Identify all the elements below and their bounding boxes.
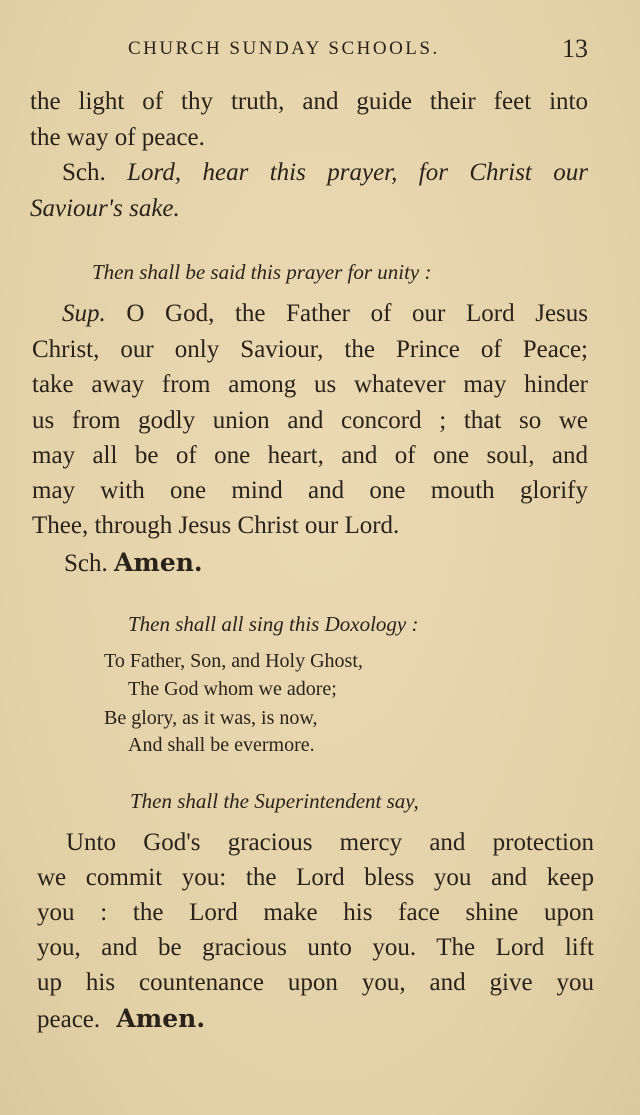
rubric-superintendent: Then shall the Superintendent say, (130, 789, 419, 813)
response-text: Lord, hear this prayer, for Christ our (127, 159, 588, 186)
amen-blackletter: Amen. (116, 1004, 206, 1033)
prayer-line: may with one mind and one mouth glorify (32, 477, 588, 504)
page-number: 13 (562, 34, 588, 63)
prayer-line (62, 298, 588, 330)
page-header (0, 34, 640, 68)
superintendent-label: Sup. (62, 300, 106, 327)
benediction-text: peace. (37, 1006, 101, 1033)
response-line (62, 157, 588, 189)
verse-line: Be glory, as it was, is now, (104, 707, 318, 729)
text-line: the way of peace. (30, 124, 205, 151)
prayer-line: may all be of one heart, and of one soul, and (32, 442, 588, 469)
prayer-line: take away from among us whatever may hinder (32, 371, 588, 398)
running-head: CHURCH SUNDAY SCHOOLS. (128, 38, 440, 59)
verse-line: To Father, Son, and Holy Ghost, (104, 650, 363, 672)
prayer-line: Thee, through Jesus Christ our Lord. (32, 512, 400, 539)
rubric-unity: Then shall be said this prayer for unity : (92, 260, 432, 284)
response-line: Saviour's sake. (30, 195, 180, 222)
verse-line: The God whom we adore; (128, 678, 337, 700)
prayer-line: us from godly union and concord ; that so we (32, 407, 588, 434)
verse-line: And shall be evermore. (128, 734, 315, 756)
scholars-label: Sch. (62, 159, 106, 186)
amen-blackletter: Amen. (114, 548, 203, 577)
prayer-line: Christ, our only Saviour, the Prince of Peace; (32, 336, 588, 363)
scholars-label: Sch. (64, 550, 108, 577)
benediction-line: up his countenance upon you, and give you (37, 969, 594, 996)
response-line (64, 547, 203, 580)
benediction-line (37, 1003, 205, 1036)
prayer-text: O God, the Father of our Lord Jesus (126, 300, 588, 327)
benediction-line: Unto God's gracious mercy and protection (66, 829, 594, 856)
benediction-line: you, and be gracious unto you. The Lord lift (37, 934, 594, 961)
rubric-doxology: Then shall all sing this Doxology : (128, 612, 419, 636)
text-line: the light of thy truth, and guide their feet into (30, 88, 588, 115)
benediction-line: you : the Lord make his face shine upon (37, 899, 594, 926)
benediction-line: we commit you: the Lord bless you and keep (37, 864, 594, 891)
